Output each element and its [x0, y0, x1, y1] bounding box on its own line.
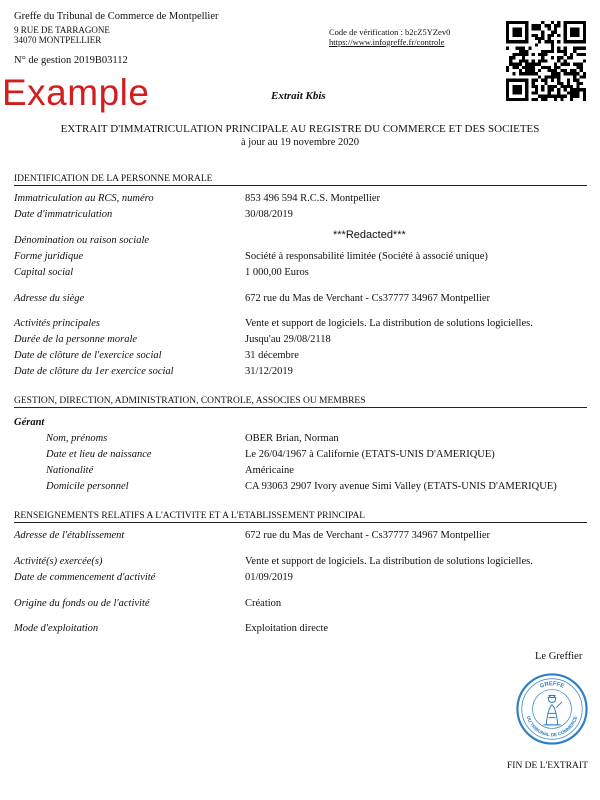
field-label: Forme juridique	[14, 251, 84, 262]
field-label: Adresse de l'établissement	[14, 530, 125, 541]
field-value: CA 93063 2907 Ivory avenue Simi Valley (ETATS-UNIS D'AMERIQUE)	[245, 481, 557, 492]
end-of-extract: FIN DE L'EXTRAIT	[507, 761, 588, 771]
company-name-redacted: ***Redacted***	[333, 229, 406, 241]
field-value: Vente et support de logiciels. La distribution de solutions logicielles.	[245, 556, 533, 567]
role-title: Gérant	[14, 417, 45, 428]
document-type: Extrait Kbis	[271, 90, 326, 102]
field-value: Société à responsabilité limitée (Société à associé unique)	[245, 251, 488, 262]
seal-text-top: GREFFE	[539, 681, 565, 690]
official-seal-icon	[516, 673, 588, 745]
field-label: Nom, prénoms	[46, 433, 108, 444]
field-label: Activités principales	[14, 318, 101, 329]
verification-code: Code de vérification : b2cZ5YZev0	[329, 27, 451, 37]
field-label: Nationalité	[46, 465, 94, 476]
field-label: Adresse du siège	[14, 293, 85, 304]
field-value: OBER Brian, Norman	[245, 433, 339, 444]
field-value: Création	[245, 598, 282, 609]
field-value: Le 26/04/1967 à Californie (ETATS-UNIS D'AMERIQUE)	[245, 449, 495, 460]
field-label: Origine du fonds ou de l'activité	[14, 598, 150, 609]
field-label: Capital social	[14, 267, 74, 278]
field-value: 672 rue du Mas de Verchant - Cs37777 34967 Montpellier	[245, 293, 491, 304]
section-gestion-heading: GESTION, DIRECTION, ADMINISTRATION, CONTROLE, ASSOCIES OU MEMBRES	[14, 396, 587, 408]
section-identification-heading: IDENTIFICATION DE LA PERSONNE MORALE	[14, 174, 587, 186]
verification-link[interactable]: https://www.infogreffe.fr/controle	[329, 37, 445, 47]
field-value: 01/09/2019	[245, 572, 293, 583]
field-value: Vente et support de logiciels. La distribution de solutions logicielles.	[245, 318, 533, 329]
field-label: Date de clôture de l'exercice social	[14, 350, 162, 361]
field-label: Date de commencement d'activité	[14, 572, 156, 583]
field-value: 30/08/2019	[245, 209, 293, 220]
field-value: 672 rue du Mas de Verchant - Cs37777 34967 Montpellier	[245, 530, 491, 541]
field-value: 31 décembre	[245, 350, 299, 361]
qr-code-icon	[506, 21, 586, 101]
field-label: Durée de la personne morale	[14, 334, 138, 345]
field-label: Dénomination ou raison sociale	[14, 235, 150, 246]
field-value: Jusqu'au 29/08/2118	[245, 334, 331, 345]
court-address-line2: 34070 MONTPELLIER	[14, 35, 102, 45]
example-watermark: Example	[2, 72, 150, 113]
seal-text-bottom: DU TRIBUNAL DE COMMERCE	[525, 715, 579, 738]
field-value: Exploitation directe	[245, 623, 329, 634]
court-address-line1: 9 RUE DE TARRAGONE	[14, 25, 110, 35]
court-name: Greffe du Tribunal de Commerce de Montpellier	[14, 11, 219, 22]
field-label: Domicile personnel	[46, 481, 129, 492]
field-label: Activité(s) exercée(s)	[14, 556, 103, 567]
document-title: EXTRAIT D'IMMATRICULATION PRINCIPALE AU REGISTRE DU COMMERCE ET DES SOCIETES	[60, 123, 540, 135]
field-value: 853 496 594 R.C.S. Montpellier	[245, 193, 381, 204]
field-label: Date et lieu de naissance	[46, 449, 152, 460]
section-activite-heading: RENSEIGNEMENTS RELATIFS A L'ACTIVITE ET A L'ETABLISSEMENT PRINCIPAL	[14, 511, 587, 523]
field-label: Mode d'exploitation	[14, 623, 99, 634]
document-date: à jour au 19 novembre 2020	[240, 137, 360, 148]
field-value: 31/12/2019	[245, 366, 293, 377]
field-value: 1 000,00 Euros	[245, 267, 309, 278]
field-label: Date de clôture du 1er exercice social	[14, 366, 174, 377]
field-value: Américaine	[245, 465, 294, 476]
gestion-number: N° de gestion 2019B03112	[14, 55, 128, 66]
field-label: Date d'immatriculation	[14, 209, 113, 220]
field-label: Immatriculation au RCS, numéro	[14, 193, 154, 204]
greffier-signature-label: Le Greffier	[535, 651, 583, 662]
